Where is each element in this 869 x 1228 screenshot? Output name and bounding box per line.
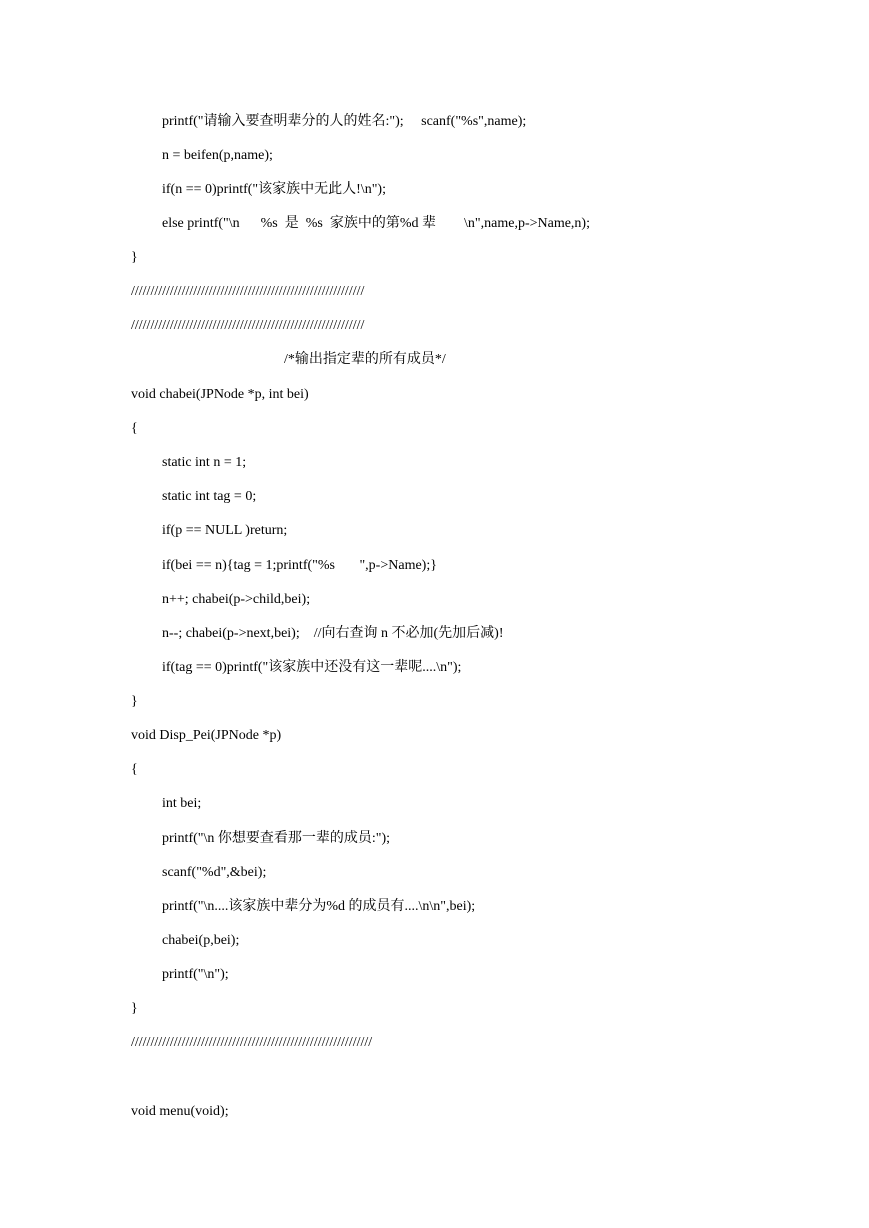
- code-line: static int tag = 0;: [162, 489, 257, 504]
- code-line: n = beifen(p,name);: [162, 148, 273, 163]
- comment-separator: ////////////////////////////////////////////////////////////: [131, 318, 365, 333]
- code-line: {: [131, 421, 138, 436]
- code-line: else printf("\n %s 是 %s 家族中的第%d 辈 \n",name,p->Name,n);: [162, 216, 590, 231]
- code-line: }: [131, 250, 138, 265]
- code-line: if(tag == 0)printf("该家族中还没有这一辈呢....\n");: [162, 660, 462, 675]
- comment-separator: ////////////////////////////////////////////////////////////: [131, 284, 365, 299]
- code-line: n++; chabei(p->child,bei);: [162, 592, 311, 607]
- code-line: printf("\n");: [162, 967, 229, 982]
- code-line: }: [131, 694, 138, 709]
- code-line: chabei(p,bei);: [162, 933, 240, 948]
- code-line: if(n == 0)printf("该家族中无此人!\n");: [162, 182, 386, 197]
- code-line: n--; chabei(p->next,bei); //向右查询 n 不必加(先加后减)!: [162, 626, 504, 641]
- function-signature: void chabei(JPNode *p, int bei): [131, 387, 309, 402]
- code-line: printf("请输入要查明辈分的人的姓名:"); scanf("%s",name);: [162, 114, 527, 129]
- function-declaration: void menu(void);: [131, 1104, 229, 1119]
- function-signature: void Disp_Pei(JPNode *p): [131, 728, 282, 743]
- code-line: int bei;: [162, 796, 202, 811]
- code-line: }: [131, 1001, 138, 1016]
- section-comment: /*输出指定辈的所有成员*/: [284, 352, 446, 367]
- code-line: if(bei == n){tag = 1;printf("%s ",p->Name);}: [162, 558, 437, 573]
- code-line: printf("\n....该家族中辈分为%d 的成员有....\n\n",bei);: [162, 899, 476, 914]
- code-line: if(p == NULL )return;: [162, 523, 288, 538]
- code-line: {: [131, 762, 138, 777]
- code-line: scanf("%d",&bei);: [162, 865, 267, 880]
- comment-separator: //////////////////////////////////////////////////////////////: [131, 1035, 373, 1050]
- code-line: static int n = 1;: [162, 455, 247, 470]
- code-line: printf("\n 你想要查看那一辈的成员:");: [162, 831, 391, 846]
